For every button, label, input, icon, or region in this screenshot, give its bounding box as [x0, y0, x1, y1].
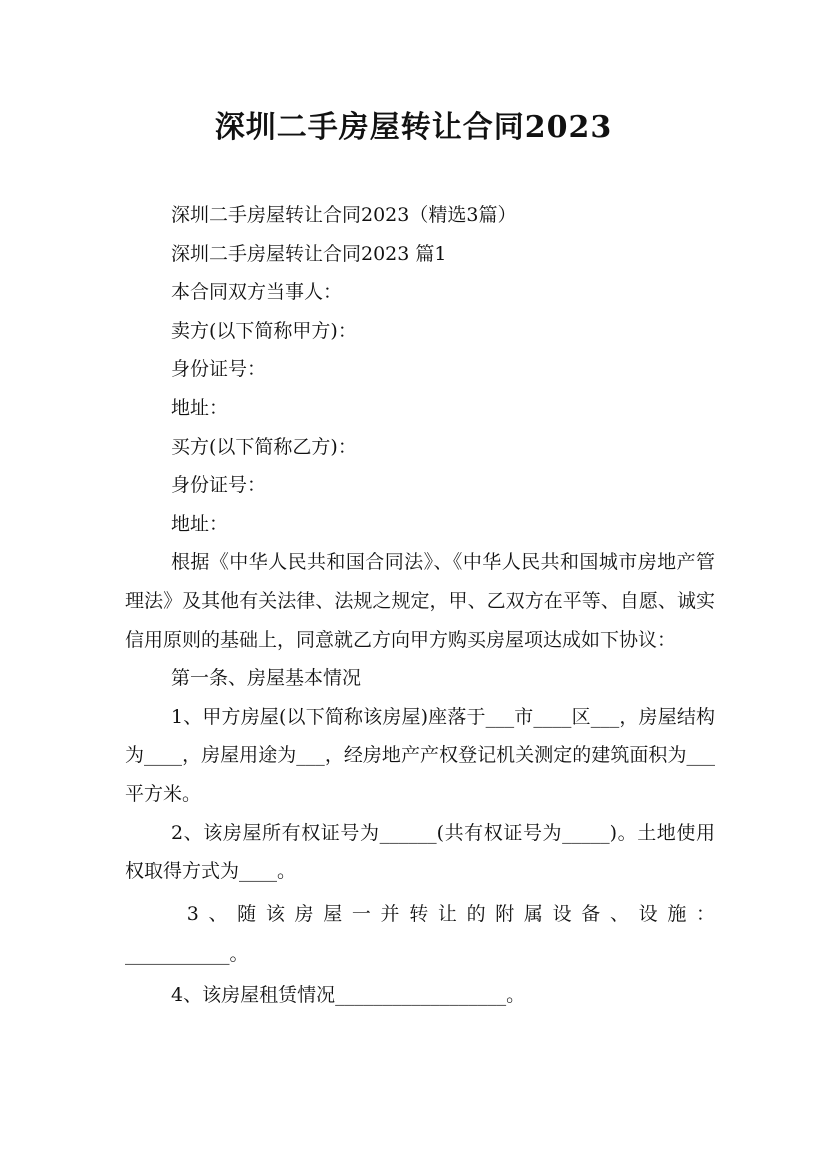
- parties-intro: 本合同双方当事人：: [171, 281, 343, 304]
- subtitle-line: 深圳二手房屋转让合同2023（精选3篇）: [171, 204, 517, 226]
- seller-id-label: 身份证号：: [171, 358, 267, 381]
- buyer-label: 买方(以下简称乙方)：: [171, 435, 357, 458]
- clause-4-paragraph: 4、该房屋租赁情况__________________。: [171, 983, 526, 1006]
- clause-1-paragraph: 1、甲方房屋(以下简称该房屋)座落于___市____区___，房屋结构为____，房屋用途为___，经房地产产权登记机关测定的建筑面积为___平方米。: [125, 705, 715, 805]
- section-heading: 深圳二手房屋转让合同2023 篇1: [171, 242, 447, 265]
- law-basis-paragraph: 根据《中华人民共和国合同法》、《中华人民共和国城市房地产管理法》及其他有关法律、法规之规定，甲、乙双方在平等、自愿、诚实信用原则的基础上，同意就乙方向甲方购买房屋项达成如下协议：: [125, 551, 715, 651]
- article-1-heading: 第一条、房屋基本情况: [171, 667, 362, 690]
- clause-3-continuation: ___________。: [125, 943, 249, 966]
- seller-address-label: 地址：: [171, 396, 229, 419]
- document-body: [125, 196, 715, 1014]
- buyer-address-label: 地址：: [171, 512, 229, 535]
- buyer-id-label: 身份证号：: [171, 474, 267, 497]
- seller-label: 卖方(以下简称甲方)：: [171, 319, 357, 342]
- document-title: 深圳二手房屋转让合同2023: [214, 110, 613, 145]
- clause-3-paragraph: 3、随该房屋一并转让的附属设备、设施：: [171, 902, 715, 925]
- clause-2-paragraph: 2、该房屋所有权证号为______(共有权证号为_____)。土地使用权取得方式为____。: [125, 821, 715, 883]
